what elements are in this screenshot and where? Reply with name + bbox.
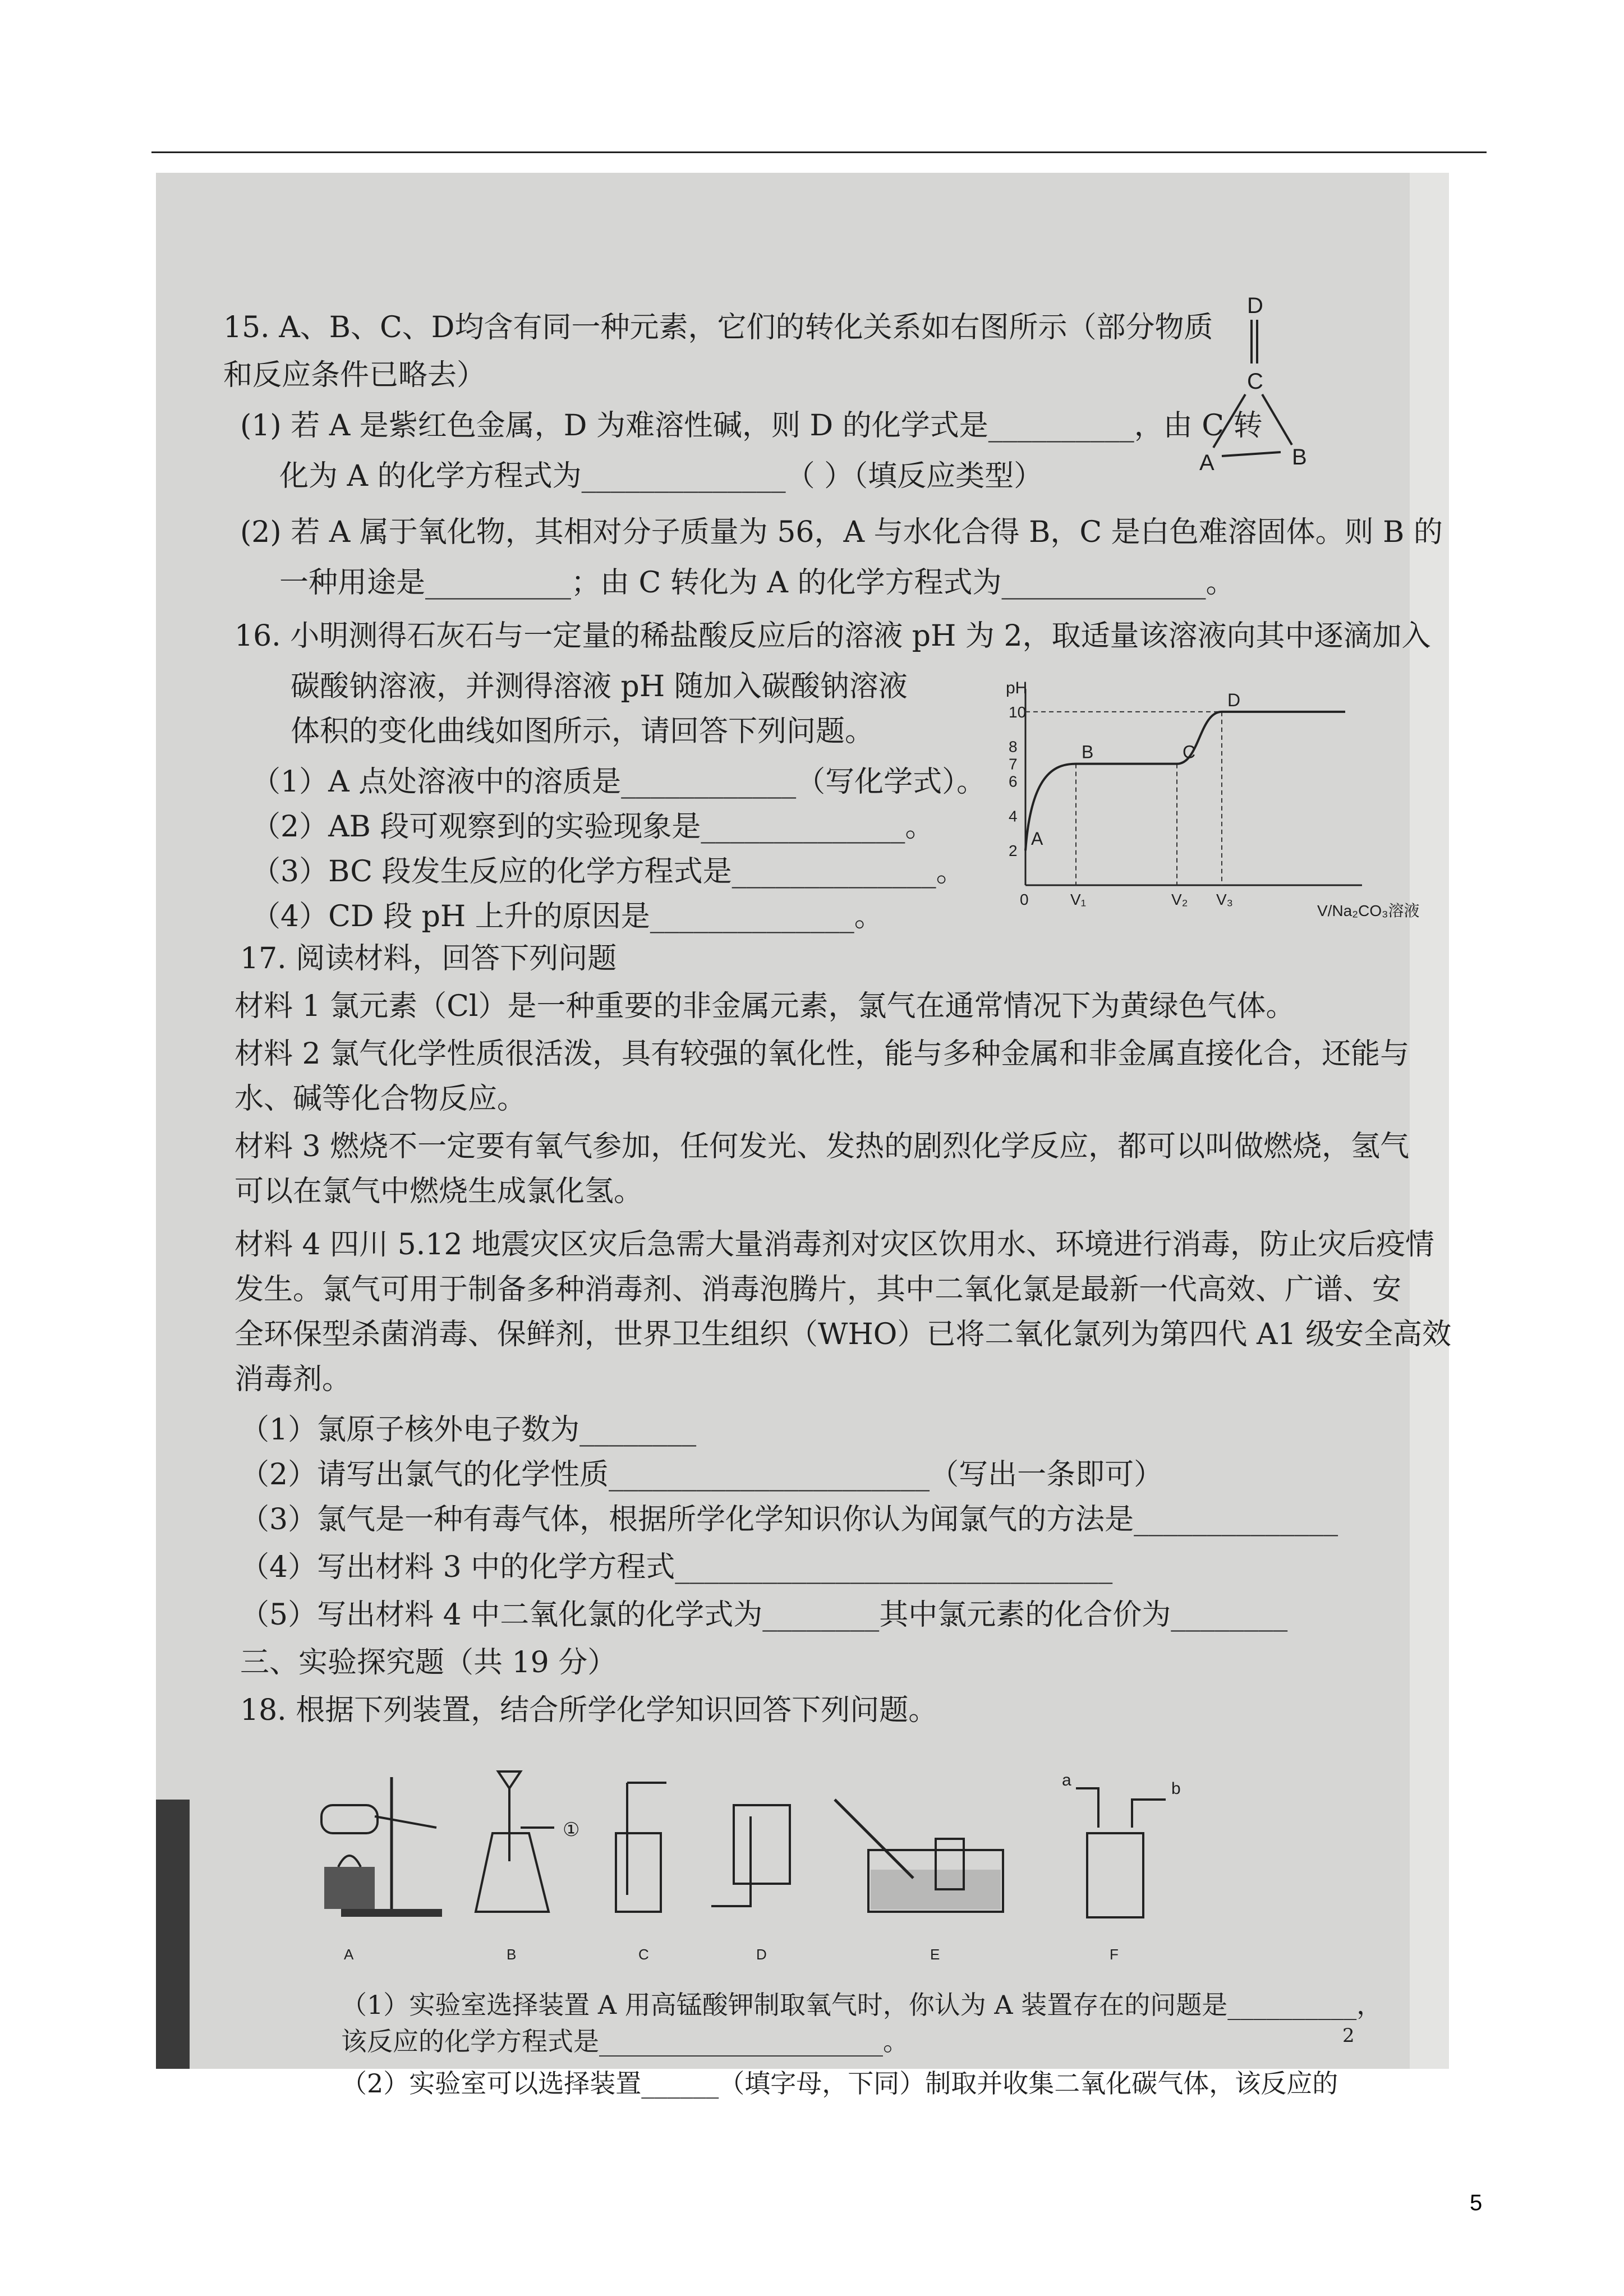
photo-shadow: [156, 1800, 190, 2069]
q15-stem-1: 15. A、B、C、D均含有同一种元素，它们的转化关系如右图所示（部分物质: [223, 311, 1213, 344]
photo-page-number: 2: [1342, 2024, 1355, 2047]
apparatus-e: [835, 1800, 1003, 1963]
diagram-label-b: B: [1292, 445, 1307, 470]
q17-material-3a: 材料 3 燃烧不一定要有氧气参加，任何发光、发热的剧烈化学反应，都可以叫做燃烧，氢气: [234, 1130, 1410, 1163]
q17-material-4c: 全环保型杀菌消毒、保鲜剂，世界卫生组织（WHO）已将二氧化氯列为第四代 A1 级安全高效: [234, 1318, 1452, 1351]
q17-sub-2: （2）请写出氯气的化学性质______________________（写出一条即可）: [240, 1458, 1163, 1492]
port-label-b: b: [1171, 1779, 1181, 1798]
q16-stem-3: 体积的变化曲线如图所示，请回答下列问题。: [291, 715, 875, 748]
diagram-arrow-ab: [1222, 452, 1281, 456]
q16-part-3: （3）BC 段发生反应的化学方程式是______________。: [251, 855, 965, 889]
q17-sub-3: （3）氯气是一种有毒气体，根据所学化学知识你认为闻氯气的方法是______________: [240, 1503, 1338, 1536]
apparatus-c: [616, 1783, 666, 1963]
q17-material-4a: 材料 4 四川 5.12 地震灾区灾后急需大量消毒剂对灾区饮用水、环境进行消毒，防止灾后疫情: [234, 1228, 1434, 1262]
q15-stem-2: 和反应条件已略去）: [223, 358, 486, 392]
q17-sub-1: （1）氯原子核外电子数为________: [240, 1413, 697, 1447]
apparatus-label-d: D: [756, 1946, 767, 1963]
ph-chart: [986, 678, 1420, 924]
q16-stem-2: 碳酸钠溶液，并测得溶液 pH 随加入碳酸钠溶液: [291, 670, 908, 703]
point-label-c: C: [1183, 742, 1196, 762]
q18-part-2: （2）实验室可以选择装置______（填字母，下同）制取并收集二氧化碳气体，该反应的: [341, 2068, 1338, 2099]
q17-material-2b: 水、碱等化合物反应。: [234, 1082, 527, 1116]
diagram-arrow-ca: [1213, 394, 1245, 448]
y-axis-label: pH: [1006, 679, 1028, 697]
y-tick-label: 7: [1009, 755, 1018, 773]
apparatus-a: [321, 1777, 442, 1963]
q16-part-1: （1）A 点处溶液中的溶质是____________（写化学式）。: [251, 765, 986, 799]
q15-part-2a: (2) 若 A 属于氧化物，其相对分子质量为 56，A 与水化合得 B，C 是白色难溶固体。则 B 的: [240, 516, 1443, 549]
port-label-1: ①: [563, 1819, 580, 1841]
q17-material-4b: 发生。氯气可用于制备多种消毒剂、消毒泡腾片，其中二氧化氯是最新一代高效、广谱、安: [234, 1273, 1402, 1306]
point-label-a: A: [1031, 829, 1043, 849]
q15-part-1a: (1) 若 A 是紫红色金属，D 为难溶性碱，则 D 的化学式是__________，由 C 转: [240, 409, 1263, 443]
x-tick-label: V₂: [1171, 891, 1188, 908]
apparatus-f: [1062, 1771, 1181, 1963]
apparatus-b: [476, 1772, 579, 1963]
apparatus-figure: [307, 1766, 1328, 1979]
q15-part-1b: 化为 A 的化学方程式为______________（ ）（填反应类型）: [279, 459, 1043, 493]
q17-material-3b: 可以在氯气中燃烧生成氯化氢。: [234, 1175, 643, 1208]
q16-stem-1: 16. 小明测得石灰石与一定量的稀盐酸反应后的溶液 pH 为 2，取适量该溶液向其中逐滴加入: [234, 619, 1431, 653]
point-label-b: B: [1082, 742, 1094, 762]
q18-part-1b: 该反应的化学方程式是______________________。: [341, 2026, 909, 2056]
q16-part-4: （4）CD 段 pH 上升的原因是______________。: [251, 900, 884, 933]
apparatus-label-f: F: [1110, 1946, 1119, 1963]
point-label-d: D: [1227, 689, 1241, 710]
q17-sub-5: （5）写出材料 4 中二氧化氯的化学式为________其中氯元素的化合价为________: [240, 1598, 1288, 1632]
header-rule: [151, 151, 1487, 153]
q17-material-4d: 消毒剂。: [234, 1363, 352, 1396]
photo-edge: [1410, 173, 1449, 2069]
section-3-title: 三、实验探究题（共 19 分）: [240, 1646, 617, 1680]
apparatus-label-e: E: [930, 1946, 940, 1963]
apparatus-d: [711, 1805, 790, 1963]
x-tick-label: V₃: [1216, 891, 1234, 908]
x-tick-label: V₁: [1070, 891, 1087, 908]
q18-part-1a: （1）实验室选择装置 A 用高锰酸钾制取氧气时，你认为 A 装置存在的问题是__________，: [341, 1990, 1383, 2020]
ph-curve: [1025, 712, 1345, 850]
apparatus-label-a: A: [344, 1946, 354, 1963]
page-number: 5: [1470, 2191, 1483, 2215]
x-tick-label: 0: [1020, 891, 1029, 908]
q15-part-2b: 一种用途是__________；由 C 转化为 A 的化学方程式为______________。: [279, 566, 1235, 600]
q16-part-2: （2）AB 段可观察到的实验现象是______________。: [251, 810, 935, 844]
q17-sub-4: （4）写出材料 3 中的化学方程式______________________________: [240, 1550, 1113, 1584]
exam-photo: [156, 173, 1452, 2099]
diagram-arrow-bc: [1262, 394, 1292, 445]
y-tick-label: 8: [1009, 738, 1018, 756]
q17-material-1: 材料 1 氯元素（Cl）是一种重要的非金属元素，氯气在通常情况下为黄绿色气体。: [234, 990, 1295, 1023]
q17-material-2a: 材料 2 氯气化学性质很活泼，具有较强的氧化性，能与多种金属和非金属直接化合，还能与: [234, 1037, 1410, 1071]
apparatus-label-c: C: [638, 1946, 649, 1963]
x-axis-label: V/Na₂CO₃溶液: [1317, 902, 1420, 919]
q15-diagram: [1183, 285, 1328, 487]
port-label-a: a: [1062, 1771, 1071, 1789]
apparatus-label-b: B: [507, 1946, 517, 1963]
diagram-label-a: A: [1199, 450, 1214, 475]
y-tick-label: 2: [1009, 842, 1018, 860]
q18-stem: 18. 根据下列装置，结合所学化学知识回答下列问题。: [240, 1694, 938, 1727]
q17-title: 17. 阅读材料，回答下列问题: [240, 942, 617, 976]
y-tick-label: 6: [1009, 772, 1018, 790]
diagram-label-d: D: [1247, 293, 1263, 318]
diagram-label-c: C: [1247, 369, 1263, 394]
y-tick-label: 10: [1009, 703, 1027, 721]
y-tick-label: 4: [1009, 807, 1018, 825]
